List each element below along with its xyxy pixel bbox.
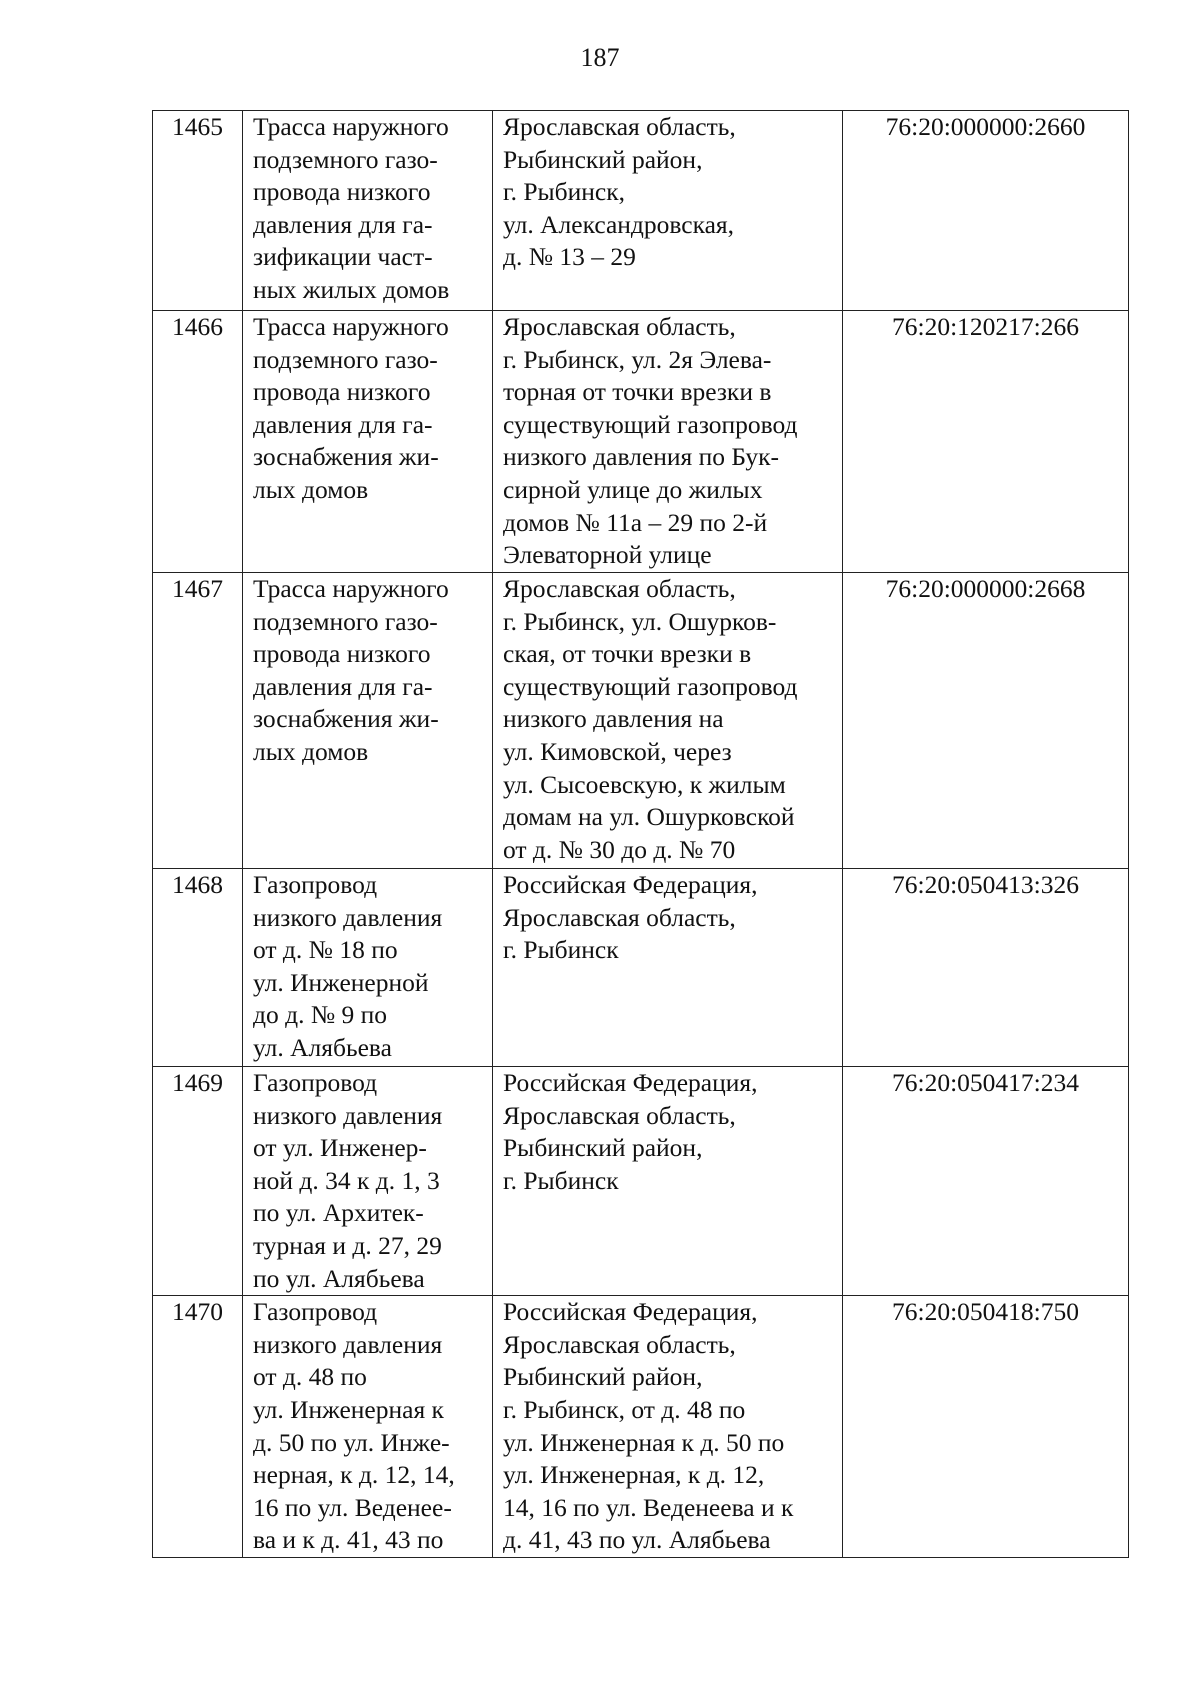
object-name: Трасса наружного подземного газо- провода низкого давления для га- зификации част- ных жилых домов <box>243 111 493 311</box>
object-address: Ярославская область, г. Рыбинск, ул. 2я Элева- торная от точки врезки в существующий газопровод низкого давления по Бук- сирной улице до жилых домов № 11а – 29 по 2-й Элеваторной улице <box>493 311 843 573</box>
row-number: 1470 <box>153 1296 243 1558</box>
cadastral-number: 76:20:050417:234 <box>843 1067 1129 1296</box>
object-address: Ярославская область, г. Рыбинск, ул. Ошурков- ская, от точки врезки в существующий газопровод низкого давления на ул. Кимовской, через ул. Сысоевскую, к жилым домам на ул. Ошурковской от д. № 30 до д. № 70 <box>493 573 843 869</box>
object-address: Российская Федерация, Ярославская область, Рыбинский район, г. Рыбинск, от д. 48 по ул. Инженерная к д. 50 по ул. Инженерная, к д. 12, 14, 16 по ул. Веденеева и к д. 41, 43 по ул. Алябьева <box>493 1296 843 1558</box>
row-number: 1468 <box>153 869 243 1067</box>
table-row <box>153 1296 1129 1558</box>
cadastral-number: 76:20:120217:266 <box>843 311 1129 573</box>
cadastral-number: 76:20:050413:326 <box>843 869 1129 1067</box>
table-row <box>153 1067 1129 1296</box>
cadastral-number: 76:20:000000:2660 <box>843 111 1129 311</box>
object-name: Газопровод низкого давления от д. 48 по ул. Инженерная к д. 50 по ул. Инже- нерная, к д. 12, 14, 16 по ул. Веденее- ва и к д. 41, 43 по <box>243 1296 493 1558</box>
registry-table <box>152 110 1129 1558</box>
cadastral-number: 76:20:050418:750 <box>843 1296 1129 1558</box>
object-name: Трасса наружного подземного газо- провода низкого давления для га- зоснабжения жи- лых домов <box>243 573 493 869</box>
object-address: Российская Федерация, Ярославская область, Рыбинский район, г. Рыбинск <box>493 1067 843 1296</box>
object-name: Газопровод низкого давления от ул. Инженер- ной д. 34 к д. 1, 3 по ул. Архитек- турная и д. 27, 29 по ул. Алябьева <box>243 1067 493 1296</box>
row-number: 1467 <box>153 573 243 869</box>
object-address: Российская Федерация, Ярославская область, г. Рыбинск <box>493 869 843 1067</box>
row-number: 1465 <box>153 111 243 311</box>
cadastral-number: 76:20:000000:2668 <box>843 573 1129 869</box>
row-number: 1466 <box>153 311 243 573</box>
table-row <box>153 111 1129 311</box>
table-row <box>153 311 1129 573</box>
object-name: Газопровод низкого давления от д. № 18 по ул. Инженерной до д. № 9 по ул. Алябьева <box>243 869 493 1067</box>
page-number: 187 <box>580 43 620 72</box>
object-name: Трасса наружного подземного газо- провода низкого давления для га- зоснабжения жи- лых домов <box>243 311 493 573</box>
table-row <box>153 869 1129 1067</box>
object-address: Ярославская область, Рыбинский район, г. Рыбинск, ул. Александровская, д. № 13 – 29 <box>493 111 843 311</box>
row-number: 1469 <box>153 1067 243 1296</box>
table-row <box>153 573 1129 869</box>
